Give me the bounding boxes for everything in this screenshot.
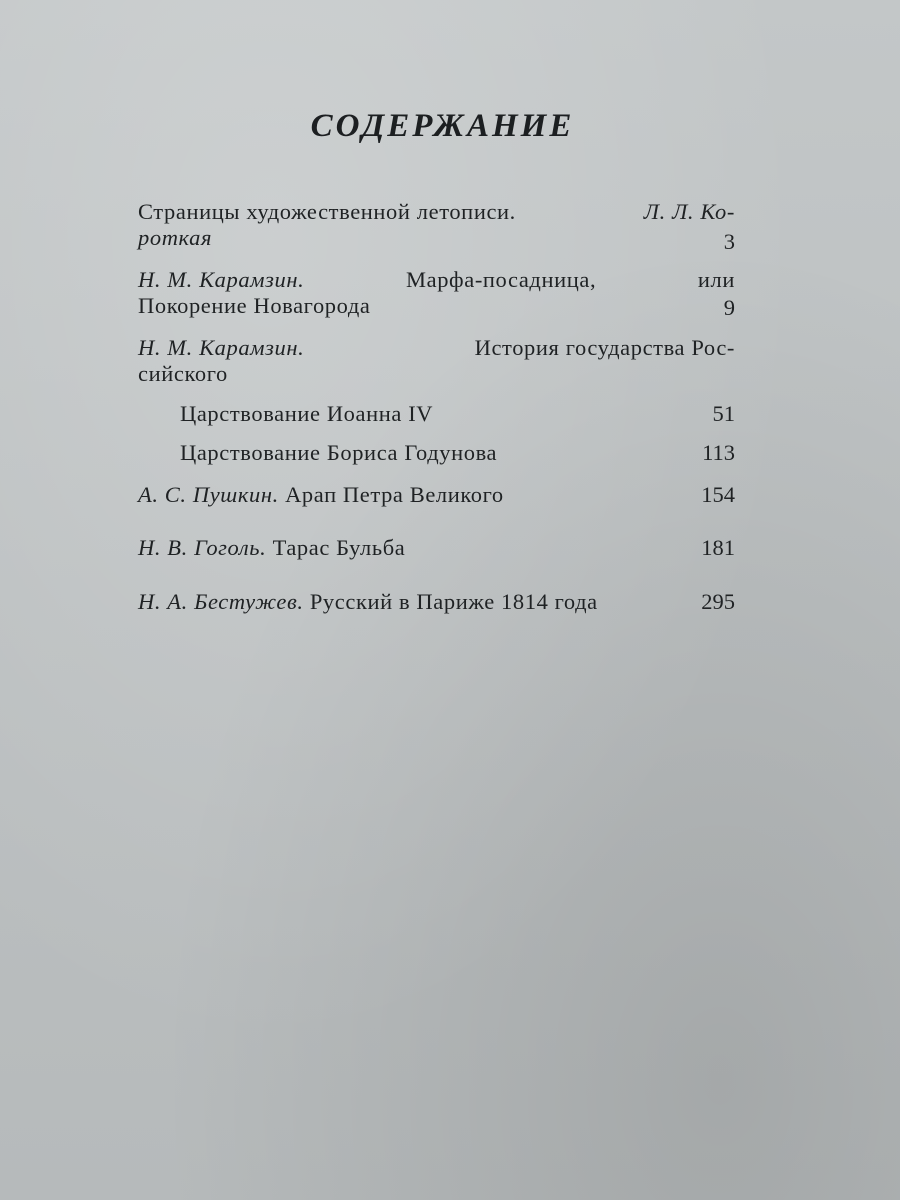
entry-1-page-number: 3	[723, 229, 735, 254]
toc-subentry-1	[180, 398, 735, 430]
entry-3-title: История государства Рос-	[474, 335, 735, 360]
entry-1-author-part: Л. Л. Ко-	[643, 199, 735, 224]
entry-4-page-number: 154	[701, 482, 735, 507]
entry-5-author: Н. В. Гоголь.	[138, 535, 267, 560]
toc-entry-1-line-2	[138, 222, 735, 254]
entry-2-page-number: 9	[723, 295, 735, 320]
entry-6-author: Н. А. Бестужев.	[138, 589, 304, 614]
entry-6-title: Русский в Париже 1814 года	[309, 589, 598, 614]
toc-entry-4	[138, 479, 735, 511]
subentry-2-title: Царствование Бориса Годунова	[180, 440, 498, 465]
entry-2-author: Н. М. Карамзин.	[138, 267, 305, 292]
toc-entry-5	[138, 532, 735, 564]
entry-1-title: Страницы художественной летописи.	[138, 199, 516, 224]
entry-6-page-number: 295	[701, 589, 735, 614]
entry-2-title-part-a: Марфа-посадница,	[406, 267, 597, 292]
toc-subentry-2	[180, 437, 735, 469]
entry-3-author: Н. М. Карамзин.	[138, 335, 305, 360]
toc-entry-6	[138, 586, 735, 618]
entry-4-title: Арап Петра Великого	[285, 482, 504, 507]
toc-entry-3-line-2	[138, 358, 735, 390]
entry-2-title-rest: Покорение Новагорода	[138, 293, 371, 318]
entry-4-author: А. С. Пушкин.	[138, 482, 279, 507]
entry-5-title: Тарас Бульба	[272, 535, 406, 560]
entry-5-page-number: 181	[701, 535, 735, 560]
entry-2-title-part-b: или	[697, 267, 735, 292]
subentry-1-title: Царствование Иоанна IV	[180, 401, 434, 426]
entry-3-title-rest: сийского	[138, 361, 228, 386]
subentry-2-page-number: 113	[702, 440, 735, 465]
entry-1-author-rest: роткая	[138, 225, 213, 250]
subentry-1-page-number: 51	[712, 401, 735, 426]
toc-entry-2-line-2	[138, 290, 735, 322]
contents-heading: СОДЕРЖАНИЕ	[310, 108, 575, 144]
